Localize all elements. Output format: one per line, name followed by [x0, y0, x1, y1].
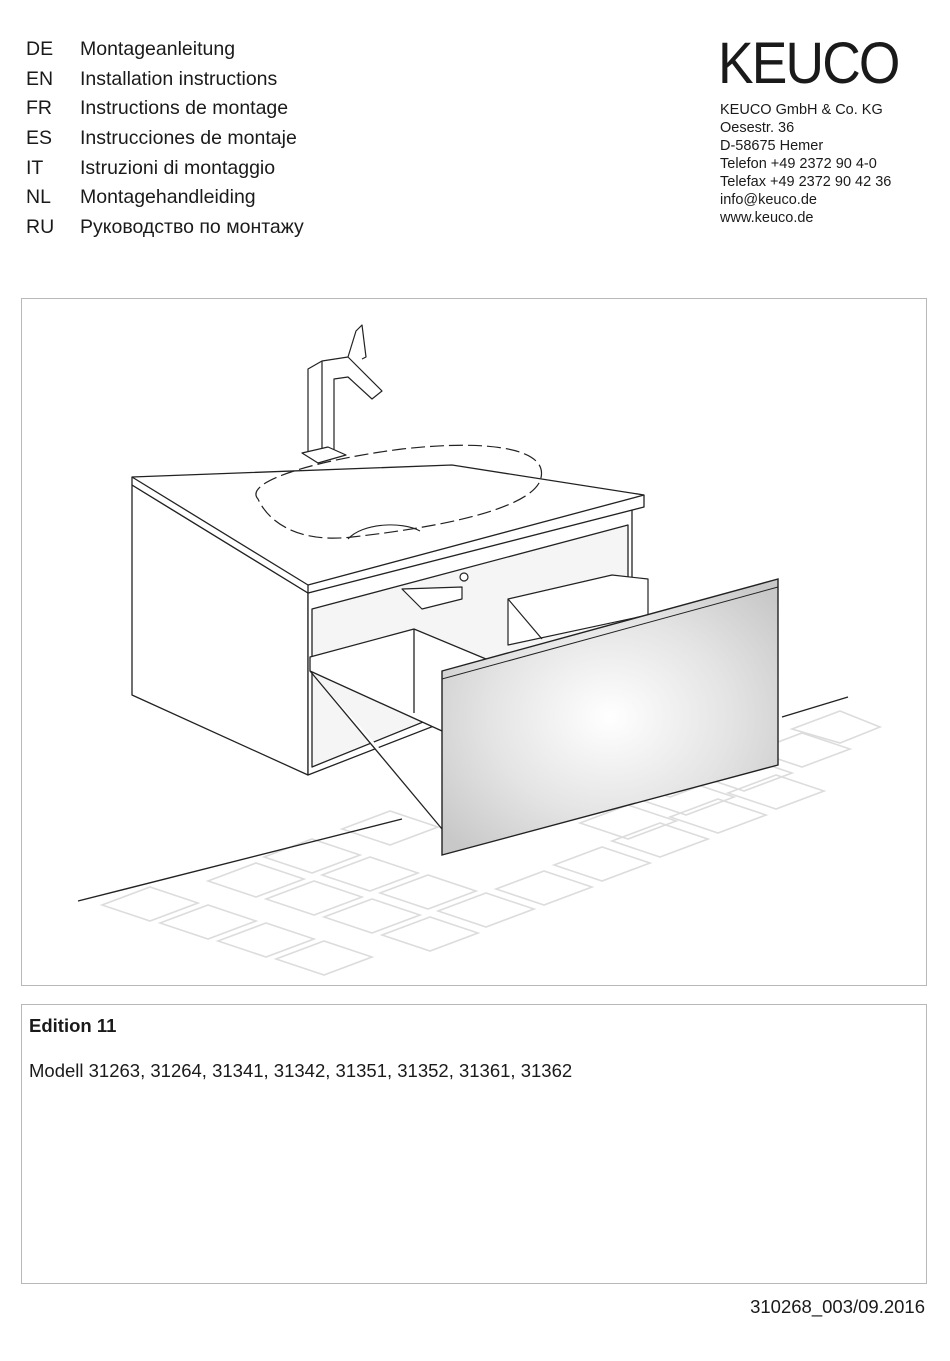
language-row-fr	[26, 95, 304, 125]
language-row-es	[26, 125, 304, 155]
language-title: Руководство по монтажу	[80, 216, 304, 239]
language-row-de	[26, 36, 304, 66]
language-row-ru	[26, 214, 304, 244]
language-code: IT	[26, 156, 44, 179]
product-info-box	[21, 1004, 927, 1284]
brand-block	[718, 31, 914, 227]
vanity-unit-illustration	[22, 299, 928, 987]
company-address	[720, 101, 914, 227]
language-list	[26, 36, 304, 244]
street: Oesestr. 36	[720, 120, 795, 136]
document-number: 310268_003/09.2016	[750, 1296, 925, 1317]
language-title: Instructions de montage	[80, 97, 289, 120]
website: www.keuco.de	[720, 210, 814, 226]
language-code: EN	[26, 67, 54, 90]
phone: Telefon +49 2372 90 4-0	[720, 156, 877, 172]
model-numbers: Modell 31263, 31264, 31341, 31342, 31351, 31352, 31361, 31362	[29, 1060, 573, 1081]
language-title: Montageanleitung	[80, 38, 236, 60]
edition-title: Edition 11	[29, 1015, 117, 1036]
language-code: ES	[26, 127, 53, 150]
language-row-en	[26, 66, 304, 96]
faucet	[302, 325, 382, 463]
fax: Telefax +49 2372 90 42 36	[720, 174, 892, 190]
email: info@keuco.de	[720, 192, 817, 208]
brand-logo: KEUCO	[718, 31, 899, 96]
language-row-nl	[26, 184, 304, 214]
language-code: DE	[26, 38, 54, 60]
language-row-it	[26, 155, 304, 185]
language-code: NL	[26, 186, 51, 209]
company-name: KEUCO GmbH & Co. KG	[720, 102, 883, 118]
language-title: Montagehandleiding	[80, 186, 256, 209]
language-title: Istruzioni di montaggio	[80, 156, 276, 179]
product-illustration-frame	[21, 298, 927, 986]
language-title: Installation instructions	[80, 67, 278, 90]
floor-line	[78, 819, 402, 901]
city: D-58675 Hemer	[720, 138, 824, 154]
language-code: RU	[26, 216, 55, 239]
language-code: FR	[26, 97, 52, 120]
language-title: Instrucciones de montaje	[80, 127, 297, 150]
